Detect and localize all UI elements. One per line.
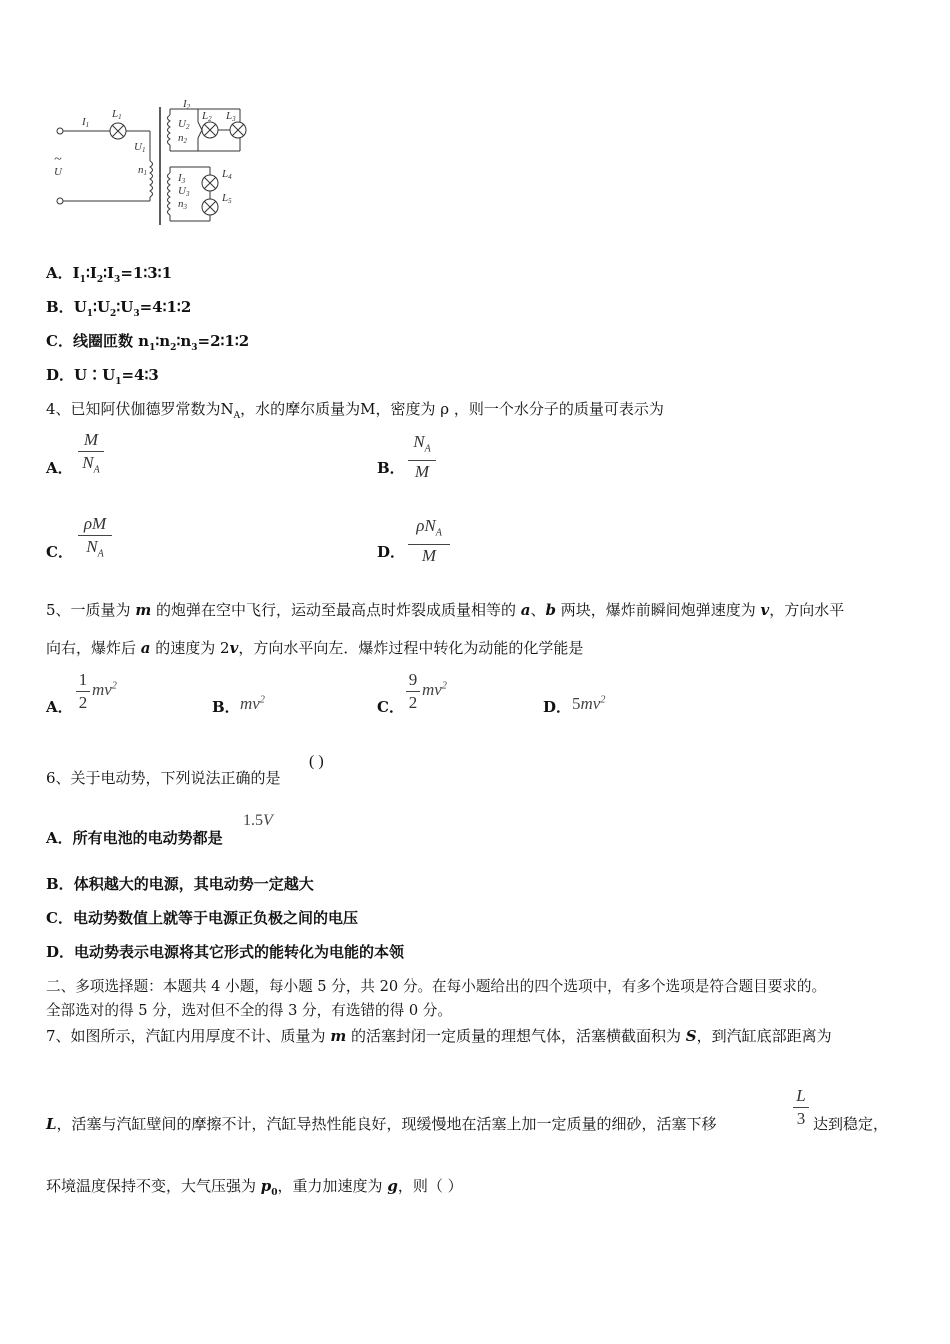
q5-stem-line2: 向右，爆炸后 a 的速度为 2v，方向水平向左．爆炸过程中转化为动能的化学能是: [46, 639, 584, 657]
q3-option-c[interactable]: C．线圈匝数 $n_1∶n_2∶n_3=2∶1∶2$: [46, 332, 250, 353]
transformer-circuit-diagram: [40, 95, 270, 239]
q6-option-d[interactable]: D．电动势表示电源将其它形式的能转化为电能的本领: [46, 943, 405, 961]
circuit-svg: [40, 95, 270, 235]
q4-option-d-fraction: $\rho N_A$ M: [408, 516, 450, 566]
q5-option-b-label[interactable]: B．: [212, 698, 240, 716]
q4-stem: 4、已知阿伏伽德罗常数为$N_A$，水的摩尔质量为M，密度为 ρ ，则一个水分子的质量可表示为: [46, 400, 664, 421]
q4-option-a-fraction: M $N_A$: [78, 430, 104, 480]
label-u1: U1: [134, 141, 146, 154]
input-terminal-bottom: [57, 198, 63, 204]
label-l4: L4: [222, 168, 232, 181]
secondary-coil-2: [168, 115, 171, 145]
label-l2: L2: [202, 110, 212, 123]
q5-option-a-label[interactable]: A．: [46, 698, 73, 716]
q6-option-a-math: 1.5V: [243, 812, 273, 829]
q3-option-d[interactable]: D．$U∶U_1=4∶3$: [46, 366, 159, 387]
q4-option-c-label[interactable]: C．: [46, 543, 73, 561]
q7-stem-line1: 7、如图所示，汽缸内用厚度不计、质量为 m 的活塞封闭一定质量的理想气体，活塞横截面积为 S，到汽缸底部距离为: [46, 1027, 832, 1045]
q4-option-d-label[interactable]: D．: [377, 543, 406, 561]
q5-option-d-label[interactable]: D．: [543, 698, 572, 716]
secondary-coil-3: [168, 173, 171, 215]
lamp-l1: [110, 123, 126, 139]
label-u3: U3: [178, 185, 190, 198]
lamp-l2: [202, 122, 218, 138]
q6-answer-paren: ( ): [309, 753, 324, 770]
q7-fraction-l-over-3: L 3: [793, 1086, 809, 1129]
lamp-l3: [230, 122, 246, 138]
q6-option-c[interactable]: C．电动势数值上就等于电源正负极之间的电压: [46, 909, 358, 927]
label-tilde: ~: [54, 152, 62, 167]
label-i1: I1: [82, 116, 90, 129]
label-l1: L1: [112, 108, 122, 121]
q5-option-c-fraction: 9 2: [406, 670, 420, 713]
q3-option-a[interactable]: A．$I_1∶I_2∶I_3=1∶3∶1$: [46, 264, 172, 285]
q5-stem-line1: 5、一质量为 m 的炮弹在空中飞行，运动至最高点时炸裂成质量相等的 a、b 两块，爆炸前瞬间炮弹速度为 v，方向水平: [46, 601, 845, 619]
q6-option-b[interactable]: B．体积越大的电源，其电动势一定越大: [46, 875, 314, 893]
q4-option-b-label[interactable]: B．: [377, 459, 405, 477]
q6-stem: 6、关于电动势，下列说法正确的是: [46, 769, 281, 787]
label-n2: n2: [178, 132, 187, 145]
label-u2: U2: [178, 118, 190, 131]
primary-coil: [150, 161, 153, 197]
lamp-l5: [202, 199, 218, 215]
q7-stem-line3: 环境温度保持不变，大气压强为 $p_0$，重力加速度为 g，则（ ）: [46, 1177, 463, 1198]
q4-option-c-fraction: ρM $N_A$: [78, 514, 112, 564]
label-n3: n3: [178, 198, 187, 211]
q7-stem-line2-end: 达到稳定，: [813, 1115, 889, 1133]
q5-option-c-label[interactable]: C．: [377, 698, 404, 716]
section2-instructions-line1: 二、多项选择题：本题共 4 小题，每小题 5 分，共 20 分。在每小题给出的四个选项中，有多个选项是符合题目要求的。: [46, 978, 827, 995]
lamp-l4: [202, 175, 218, 191]
section2-instructions-line2: 全部选对的得 5 分，选对但不全的得 3 分，有选错的得 0 分。: [46, 1002, 452, 1019]
input-terminal-top: [57, 128, 63, 134]
label-u: U: [54, 166, 62, 178]
q4-option-b-fraction: $N_A$ M: [408, 432, 436, 482]
q6-option-a[interactable]: A．所有电池的电动势都是: [46, 829, 223, 847]
q5-option-c-expr: $mv^2$: [422, 680, 447, 699]
q5-option-a-fraction: 1 2: [76, 670, 90, 713]
label-n1: n1: [138, 164, 147, 177]
q3-option-b[interactable]: B．$U_1∶U_2∶U_3=4∶1∶2$: [46, 298, 192, 319]
label-i2: I2: [183, 98, 191, 111]
q4-option-a-label[interactable]: A．: [46, 459, 73, 477]
q5-option-b-expr: $mv^2$: [240, 694, 265, 713]
q7-stem-line2: L，活塞与汽缸壁间的摩擦不计，汽缸导热性能良好，现缓慢地在活塞上加一定质量的细砂，活塞下移: [46, 1115, 717, 1133]
label-l5: L5: [222, 192, 232, 205]
label-l3: L3: [226, 110, 236, 123]
label-i3: I3: [178, 172, 186, 185]
q5-option-a-expr: $mv^2$: [92, 680, 117, 699]
q5-option-d-expr: $5mv^2$: [572, 694, 606, 713]
